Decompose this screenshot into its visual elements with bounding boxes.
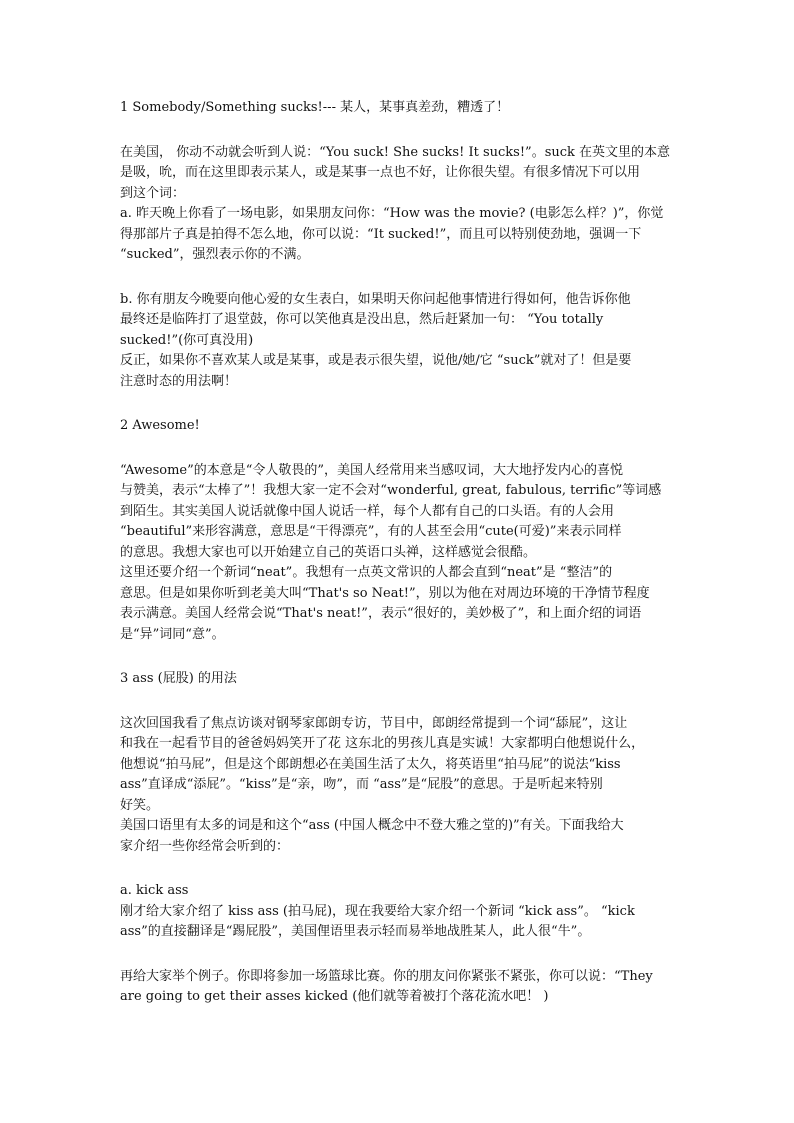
section-2-paragraph-line: “beautiful”来形容满意，意思是“干得漂亮”，有的人甚至会用“cute(可爱)”来表示同样	[120, 524, 622, 539]
section-2-paragraph-line: 与赞美，表示“太棒了”！我想大家一定不会对“wonderful, great, fabulous, terrific”等词感	[120, 483, 662, 498]
section-1-example-b-line: 最终还是临阵打了退堂鼓，你可以笑他真是没出息，然后赶紧加一句： “You totally	[120, 312, 604, 327]
section-3-example-line: 再给大家举个例子。你即将参加一场篮球比赛。你的朋友问你紧张不紧张，你可以说：“They	[120, 968, 653, 984]
section-1-paragraph-line: 是吸，吮，而在这里即表示某人，或是某事一点也不好，让你很失望。有很多情况下可以用	[120, 165, 641, 180]
section-3-paragraph-line: 好笑。	[120, 797, 160, 813]
section-3-subsection-line: ass”的直接翻译是“踢屁股”，美国俚语里表示轻而易举地战胜某人，此人很“牛”。	[120, 924, 591, 939]
section-2-paragraph-line: 是“异”词同“意”。	[120, 626, 225, 642]
section-2-paragraph-line: “Awesome”的本意是“令人敬畏的”，美国人经常用来当感叹词，大大地抒发内心的喜悦	[120, 462, 624, 478]
section-3-paragraph-line: 美国口语里有太多的词是和这个“ass (中国人概念中不登大雅之堂的)”有关。下面我给大	[120, 818, 624, 833]
section-3-paragraph-line: 他想说“拍马屁”，但是这个郎朗想必在美国生活了太久，将英语里“拍马屁”的说法“kiss	[120, 756, 621, 772]
section-3-paragraph-line: 这次回国我看了焦点访谈对钢琴家郎朗专访，节目中，郎朗经常提到一个词“舔屁”，这让	[120, 715, 628, 731]
section-3-subsection-line: 刚才给大家介绍了 kiss ass (拍马屁)，现在我要给大家介绍一个新词 “kick ass”。 “kick	[120, 903, 635, 919]
section-2-paragraph-line: 意思。但是如果你听到老美大叫“That's so Neat!”，别以为他在对周边环境的干净情节程度	[120, 585, 650, 601]
section-1-example-b-line: sucked!”(你可真没用)	[120, 332, 254, 348]
section-3-paragraph-line: ass”直译成“添屁”。“kiss”是“亲，吻”，而 “ass”是“屁股”的意思。于是听起来特别	[120, 777, 603, 792]
section-1-summary-line: 注意时态的用法啊！	[120, 373, 238, 389]
section-1-summary-line: 反正，如果你不喜欢某人或是某事，或是表示很失望，说他/她/它 “suck”就对了！但是要	[120, 353, 632, 368]
section-2-paragraph-line: 的意思。我想大家也可以开始建立自己的英语口头禅，这样感觉会很酷。	[120, 544, 537, 560]
section-3-example-line: are going to get their asses kicked (他们就等着被打个落花流水吧！ )	[120, 989, 549, 1004]
section-2-paragraph-line: 这里还要介绍一个新词“neat”。我想有一点英文常识的人都会直到“neat”是 “整洁”的	[120, 565, 613, 580]
section-1-paragraph-line: 到这个词：	[120, 185, 186, 201]
section-2-title: 2 Awesome!	[120, 418, 200, 433]
document-page	[120, 98, 676, 1008]
section-1-example-a-line: 得那部片子真是拍得不怎么地，你可以说：“It sucked!”，而且可以特别使劲地，强调一下	[120, 226, 642, 242]
section-3-subsection-title: a. kick ass	[120, 883, 189, 898]
section-1-example-b-line: b. 你有朋友今晚要向他心爱的女生表白，如果明天你问起他事情进行得如何，他告诉你他	[120, 291, 631, 307]
section-3-paragraph-line: 和我在一起看节目的爸爸妈妈笑开了花 这东北的男孩儿真是实诚！大家都明白他想说什么，	[120, 736, 645, 751]
section-1-paragraph-line: 在美国， 你动不动就会听到人说：“You suck! She sucks! It sucks!”。suck 在英文里的本意	[120, 144, 671, 160]
section-1-title: 1 Somebody/Something sucks!--- 某人，某事真差劲，糟透了！	[120, 100, 510, 115]
section-2-paragraph-line: 到陌生。其实美国人说话就像中国人说话一样，每个人都有自己的口头语。有的人会用	[120, 503, 615, 519]
section-2-paragraph-line: 表示满意。美国人经常会说“That's neat!”，表示“很好的，美妙极了”，和上面介绍的词语	[120, 606, 642, 621]
section-3-paragraph-line: 家介绍一些你经常会听到的：	[120, 838, 290, 854]
section-1-example-a-line: a. 昨天晚上你看了一场电影，如果朋友问你：“How was the movie? (电影怎么样？)”，你觉	[120, 206, 664, 221]
section-3-title: 3 ass (屁股) 的用法	[120, 671, 237, 686]
section-1-example-a-line: “sucked”，强烈表示你的不满。	[120, 247, 310, 262]
